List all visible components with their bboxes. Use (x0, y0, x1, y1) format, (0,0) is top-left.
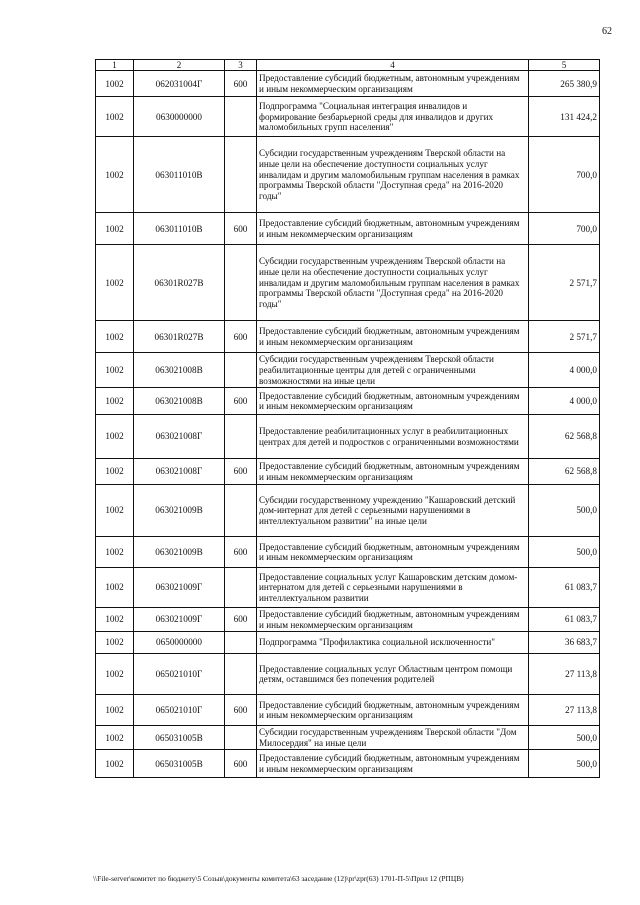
table-row (96, 485, 600, 537)
description-cell: Субсидии государственным учреждениям Тверской области реабилитационные центры для детей с ограниченными возможностями на иные цели (257, 353, 529, 388)
table-row (96, 537, 600, 568)
amount-cell: 27 113,8 (529, 695, 600, 726)
section-code-cell: 1002 (96, 97, 134, 137)
expense-type-cell (225, 632, 257, 654)
target-article-cell: 063011010В (134, 137, 225, 213)
section-code-cell: 1002 (96, 568, 134, 608)
column-header: 2 (134, 60, 225, 71)
expense-type-cell (225, 415, 257, 459)
target-article-cell: 065021010Г (134, 654, 225, 695)
section-code-cell: 1002 (96, 321, 134, 353)
description-cell: Предоставление субсидий бюджетным, автономным учреждениям и иным некоммерческим организациям (257, 608, 529, 632)
table-row (96, 388, 600, 415)
expense-type-cell: 600 (225, 459, 257, 485)
section-code-cell: 1002 (96, 485, 134, 537)
section-code-cell: 1002 (96, 750, 134, 778)
table-row (96, 321, 600, 353)
column-header: 5 (529, 60, 600, 71)
target-article-cell: 062031004Г (134, 71, 225, 97)
column-header: 1 (96, 60, 134, 71)
description-cell: Предоставление субсидий бюджетным, автономным учреждениям и иным некоммерческим организациям (257, 537, 529, 568)
table-row (96, 71, 600, 97)
amount-cell: 61 083,7 (529, 608, 600, 632)
description-cell: Предоставление социальных услуг Областным центром помощи детям, оставшимся без попечения родителей (257, 654, 529, 695)
description-cell: Предоставление субсидий бюджетным, автономным учреждениям и иным некоммерческим организациям (257, 695, 529, 726)
table-row (96, 695, 600, 726)
section-code-cell: 1002 (96, 353, 134, 388)
description-cell: Субсидии государственному учреждению "Кашаровский детский дом-интернат для детей с серьезными нарушениями в интеллектуальном развитии" на иные цели (257, 485, 529, 537)
target-article-cell: 063011010В (134, 213, 225, 245)
amount-cell: 4 000,0 (529, 353, 600, 388)
section-code-cell: 1002 (96, 608, 134, 632)
description-cell: Предоставление субсидий бюджетным, автономным учреждениям и иным некоммерческим организациям (257, 71, 529, 97)
table-row (96, 137, 600, 213)
amount-cell: 2 571,7 (529, 321, 600, 353)
expense-type-cell (225, 245, 257, 321)
table-row (96, 726, 600, 750)
column-header: 3 (225, 60, 257, 71)
target-article-cell: 063021009Г (134, 568, 225, 608)
expense-type-cell: 600 (225, 695, 257, 726)
description-cell: Предоставление субсидий бюджетным, автономным учреждениям и иным некоммерческим организациям (257, 388, 529, 415)
expense-type-cell: 600 (225, 750, 257, 778)
amount-cell: 62 568,8 (529, 415, 600, 459)
description-cell: Субсидии государственным учреждениям Тверской области на иные цели на обеспечение доступности социальных услуг инвалидам и другим маломобильным группам населения в рамках программы Тверской области "Доступная среда" на 2016-2020 годы" (257, 245, 529, 321)
target-article-cell: 063021008Г (134, 415, 225, 459)
expense-type-cell (225, 353, 257, 388)
table-row (96, 632, 600, 654)
section-code-cell: 1002 (96, 459, 134, 485)
amount-cell: 500,0 (529, 485, 600, 537)
target-article-cell: 065031005В (134, 726, 225, 750)
amount-cell: 4 000,0 (529, 388, 600, 415)
section-code-cell: 1002 (96, 726, 134, 750)
amount-cell: 2 571,7 (529, 245, 600, 321)
expense-type-cell: 600 (225, 71, 257, 97)
section-code-cell: 1002 (96, 537, 134, 568)
target-article-cell: 063021009Г (134, 608, 225, 632)
expense-type-cell (225, 137, 257, 213)
column-header: 4 (257, 60, 529, 71)
section-code-cell: 1002 (96, 213, 134, 245)
table-row (96, 568, 600, 608)
expense-type-cell: 600 (225, 213, 257, 245)
section-code-cell: 1002 (96, 415, 134, 459)
description-cell: Субсидии государственным учреждениям Тверской области "Дом Милосердия" на иные цели (257, 726, 529, 750)
description-cell: Предоставление социальных услуг Кашаровским детским домом-интернатом для детей с серьезными нарушениями в интеллектуальном развитии (257, 568, 529, 608)
table-row (96, 213, 600, 245)
section-code-cell: 1002 (96, 695, 134, 726)
file-path-footer: \\File-server\комитет по бюджету\5 Созыв\документы комитета\63 заседание (12)\pr\zpr(63) 1701-П-5\Прил 12 (РПЦВ) (93, 874, 464, 883)
page-number: 62 (602, 26, 612, 37)
table-row (96, 415, 600, 459)
expense-type-cell (225, 654, 257, 695)
expense-type-cell: 600 (225, 537, 257, 568)
table-row (96, 459, 600, 485)
table-row (96, 97, 600, 137)
table-row (96, 608, 600, 632)
budget-table (95, 59, 600, 778)
amount-cell: 500,0 (529, 726, 600, 750)
section-code-cell: 1002 (96, 654, 134, 695)
description-cell: Предоставление субсидий бюджетным, автономным учреждениям и иным некоммерческим организациям (257, 321, 529, 353)
target-article-cell: 063021008В (134, 388, 225, 415)
amount-cell: 62 568,8 (529, 459, 600, 485)
amount-cell: 500,0 (529, 750, 600, 778)
target-article-cell: 06301R027В (134, 321, 225, 353)
amount-cell: 61 083,7 (529, 568, 600, 608)
amount-cell: 700,0 (529, 137, 600, 213)
description-cell: Субсидии государственным учреждениям Тверской области на иные цели на обеспечение доступности социальных услуг инвалидам и другим маломобильным группам населения в рамках программы Тверской области "Доступная среда" на 2016-2020 годы" (257, 137, 529, 213)
amount-cell: 265 380,9 (529, 71, 600, 97)
description-cell: Предоставление реабилитационных услуг в реабилитационных центрах для детей и подростков с ограниченными возможностями (257, 415, 529, 459)
target-article-cell: 06301R027В (134, 245, 225, 321)
amount-cell: 131 424,2 (529, 97, 600, 137)
description-cell: Предоставление субсидий бюджетным, автономным учреждениям и иным некоммерческим организациям (257, 459, 529, 485)
expense-type-cell (225, 568, 257, 608)
section-code-cell: 1002 (96, 632, 134, 654)
expense-type-cell (225, 97, 257, 137)
target-article-cell: 063021009В (134, 485, 225, 537)
expense-type-cell (225, 726, 257, 750)
target-article-cell: 063021008Г (134, 459, 225, 485)
description-cell: Предоставление субсидий бюджетным, автономным учреждениям и иным некоммерческим организациям (257, 750, 529, 778)
section-code-cell: 1002 (96, 71, 134, 97)
expense-type-cell: 600 (225, 321, 257, 353)
table-header-row (96, 60, 600, 71)
table-row (96, 654, 600, 695)
target-article-cell: 065031005В (134, 750, 225, 778)
amount-cell: 500,0 (529, 537, 600, 568)
target-article-cell: 065021010Г (134, 695, 225, 726)
expense-type-cell: 600 (225, 388, 257, 415)
target-article-cell: 0630000000 (134, 97, 225, 137)
expense-type-cell: 600 (225, 608, 257, 632)
target-article-cell: 0650000000 (134, 632, 225, 654)
table-row (96, 245, 600, 321)
target-article-cell: 063021009В (134, 537, 225, 568)
description-cell: Предоставление субсидий бюджетным, автономным учреждениям и иным некоммерческим организациям (257, 213, 529, 245)
table-row (96, 750, 600, 778)
description-cell: Подпрограмма "Социальная интеграция инвалидов и формирование безбарьерной среды для инвалидов и других маломобильных групп населения" (257, 97, 529, 137)
description-cell: Подпрограмма "Профилактика социальной исключенности" (257, 632, 529, 654)
section-code-cell: 1002 (96, 245, 134, 321)
amount-cell: 36 683,7 (529, 632, 600, 654)
section-code-cell: 1002 (96, 137, 134, 213)
amount-cell: 700,0 (529, 213, 600, 245)
expense-type-cell (225, 485, 257, 537)
table-row (96, 353, 600, 388)
amount-cell: 27 113,8 (529, 654, 600, 695)
section-code-cell: 1002 (96, 388, 134, 415)
target-article-cell: 063021008В (134, 353, 225, 388)
